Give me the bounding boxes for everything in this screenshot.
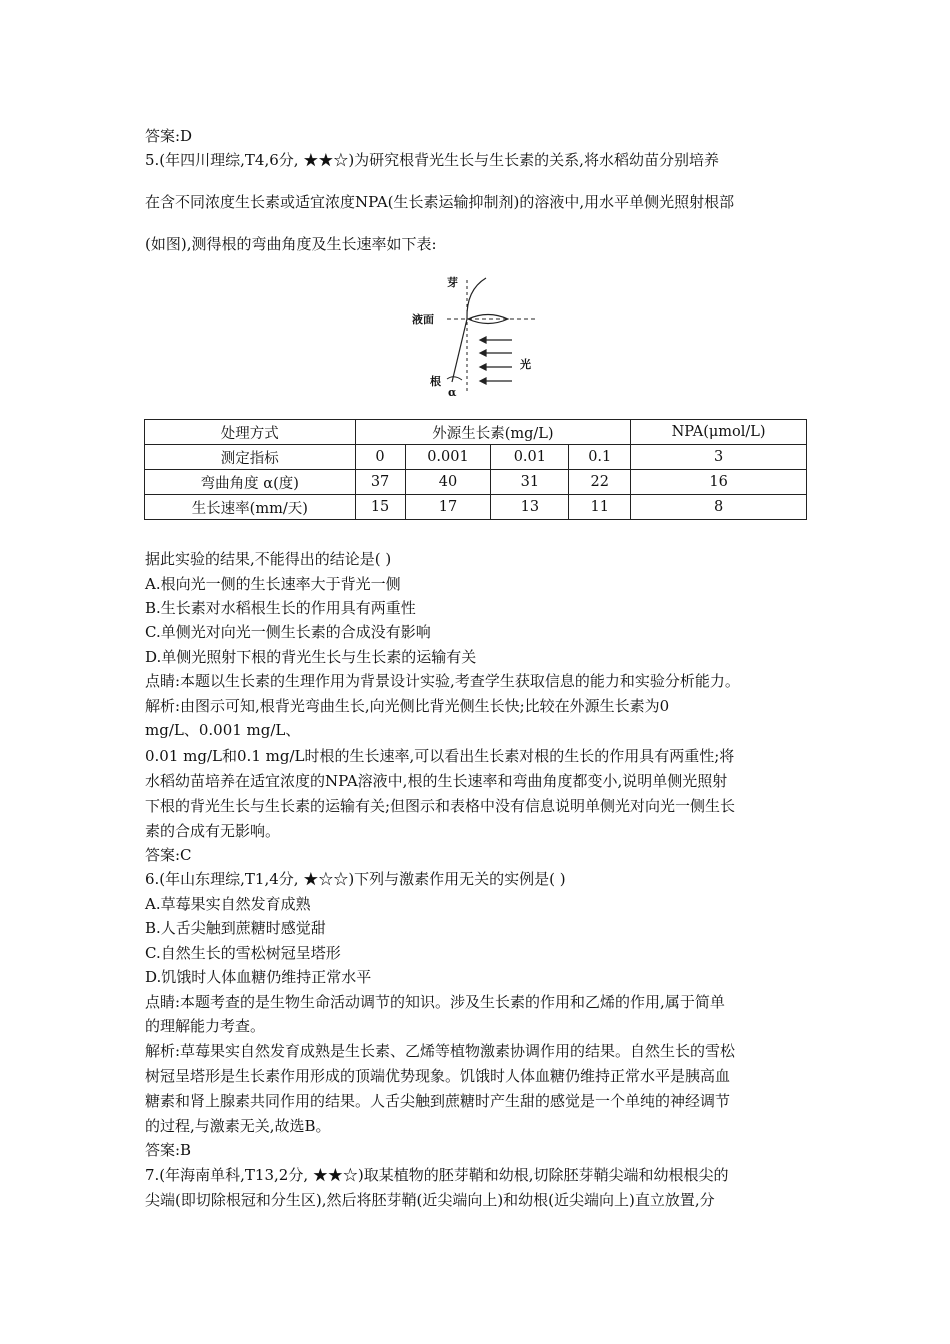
question-7-line-2: 尖端(即切除根冠和分生区),然后将胚芽鞘(近尖端向上)和幼根(近尖端向上)直立放置,分 bbox=[145, 1191, 715, 1209]
comment-6-line-2: 的理解能力考查。 bbox=[145, 1017, 266, 1035]
question-6-stem: 6.(年山东理综,T1,4分, ★☆☆)下列与激素作用无关的实例是( ) bbox=[145, 870, 566, 888]
option-6c: C.自然生长的雪松树冠呈塔形 bbox=[145, 944, 341, 962]
answer-6: 答案:B bbox=[145, 1141, 192, 1159]
table-row bbox=[145, 495, 807, 520]
experiment-data-table bbox=[144, 419, 807, 520]
table-cell: 40 bbox=[405, 470, 491, 495]
option-5a: A.根向光一侧的生长速率大于背光一侧 bbox=[145, 575, 401, 593]
question-5-line-1: 5.(年四川理综,T4,6分, ★★☆)为研究根背光生长与生长素的关系,将水稻幼苗分别培养 bbox=[145, 151, 719, 169]
analysis-5-line-4: 水稻幼苗培养在适宜浓度的NPA溶液中,根的生长速率和弯曲角度都变小,说明单侧光照射 bbox=[145, 772, 728, 790]
analysis-6-line-3: 糖素和肾上腺素共同作用的结果。人舌尖触到蔗糖时产生甜的感觉是一个单纯的神经调节 bbox=[145, 1092, 731, 1110]
root-curve bbox=[452, 319, 467, 382]
shoot-curve bbox=[467, 278, 486, 319]
table-cell: 11 bbox=[569, 495, 631, 520]
analysis-6-line-1: 解析:草莓果实自然发育成熟是生长素、乙烯等植物激素协调作用的结果。自然生长的雪松 bbox=[145, 1042, 736, 1060]
analysis-5-line-5: 下根的背光生长与生长素的运输有关;但图示和表格中没有信息说明单侧光对向光一侧生长 bbox=[145, 797, 736, 815]
comment-5: 点睛:本题以生长素的生理作用为背景设计实验,考查学生获取信息的能力和实验分析能力。 bbox=[145, 672, 740, 690]
header-npa: NPA(μmol/L) bbox=[631, 420, 807, 445]
table-cell: 22 bbox=[569, 470, 631, 495]
analysis-5-line-6: 素的合成有无影响。 bbox=[145, 822, 281, 840]
label-bud: 芽 bbox=[447, 276, 458, 289]
table-cell: 8 bbox=[631, 495, 807, 520]
root-phototropism-figure bbox=[410, 268, 550, 400]
analysis-5-line-1: 解析:由图示可知,根背光弯曲生长,向光侧比背光侧生长快;比较在外源生长素为0 bbox=[145, 697, 670, 715]
option-5d: D.单侧光照射下根的背光生长与生长素的运输有关 bbox=[145, 648, 477, 666]
analysis-6-line-2: 树冠呈塔形是生长素作用形成的顶端优势现象。饥饿时人体血糖仍维持正常水平是胰高血 bbox=[145, 1067, 731, 1085]
option-6a: A.草莓果实自然发育成熟 bbox=[145, 895, 311, 913]
table-cell: 3 bbox=[631, 445, 807, 470]
light-arrows bbox=[480, 337, 512, 384]
row-label-bend-angle: 弯曲角度 α(度) bbox=[145, 470, 356, 495]
label-light: 光 bbox=[520, 358, 531, 371]
table-cell: 0.01 bbox=[491, 445, 569, 470]
table-header-row bbox=[145, 420, 807, 445]
header-exogenous-auxin: 外源生长素(mg/L) bbox=[355, 420, 631, 445]
comment-6-line-1: 点睛:本题考查的是生物生命活动调节的知识。涉及生长素的作用和乙烯的作用,属于简单 bbox=[145, 993, 725, 1011]
angle-arc bbox=[447, 377, 462, 380]
table-cell: 13 bbox=[491, 495, 569, 520]
option-5b: B.生长素对水稻根生长的作用具有两重性 bbox=[145, 599, 416, 617]
question-7-line-1: 7.(年海南单科,T13,2分, ★★☆)取某植物的胚芽鞘和幼根,切除胚芽鞘尖端和幼根根尖的 bbox=[145, 1166, 729, 1184]
analysis-6-line-4: 的过程,与激素无关,故选B。 bbox=[145, 1117, 331, 1135]
table-cell: 0.001 bbox=[405, 445, 491, 470]
question-5-stem: 据此实验的结果,不能得出的结论是( ) bbox=[145, 550, 392, 568]
label-alpha: α bbox=[448, 386, 457, 399]
seed-shape bbox=[468, 315, 508, 324]
question-5-line-2: 在含不同浓度生长素或适宜浓度NPA(生长素运输抑制剂)的溶液中,用水平单侧光照射根部 bbox=[145, 193, 735, 211]
table-concentration-row bbox=[145, 445, 807, 470]
table-cell: 31 bbox=[491, 470, 569, 495]
table-cell: 0 bbox=[355, 445, 405, 470]
option-5c: C.单侧光对向光一侧生长素的合成没有影响 bbox=[145, 623, 431, 641]
table-cell: 16 bbox=[631, 470, 807, 495]
table-cell: 37 bbox=[355, 470, 405, 495]
table-cell: 15 bbox=[355, 495, 405, 520]
option-6b: B.人舌尖触到蔗糖时感觉甜 bbox=[145, 919, 326, 937]
table-row bbox=[145, 470, 807, 495]
header-treatment: 处理方式 bbox=[145, 420, 356, 445]
table-cell: 0.1 bbox=[569, 445, 631, 470]
label-liquid-surface: 液面 bbox=[412, 313, 434, 326]
answer-5: 答案:C bbox=[145, 846, 192, 864]
answer-line-4: 答案:D bbox=[145, 127, 193, 145]
analysis-5-line-3: 0.01 mg/L和0.1 mg/L时根的生长速率,可以看出生长素对根的生长的作用具有两重性;将 bbox=[145, 747, 735, 765]
row-label-growth-rate: 生长速率(mm/天) bbox=[145, 495, 356, 520]
option-6d: D.饥饿时人体血糖仍维持正常水平 bbox=[145, 968, 372, 986]
analysis-5-line-2: mg/L、0.001 mg/L、 bbox=[145, 721, 301, 739]
question-5-line-3: (如图),测得根的弯曲角度及生长速率如下表: bbox=[145, 235, 437, 253]
header-measured-index: 测定指标 bbox=[145, 445, 356, 470]
label-root: 根 bbox=[430, 375, 441, 388]
table-cell: 17 bbox=[405, 495, 491, 520]
